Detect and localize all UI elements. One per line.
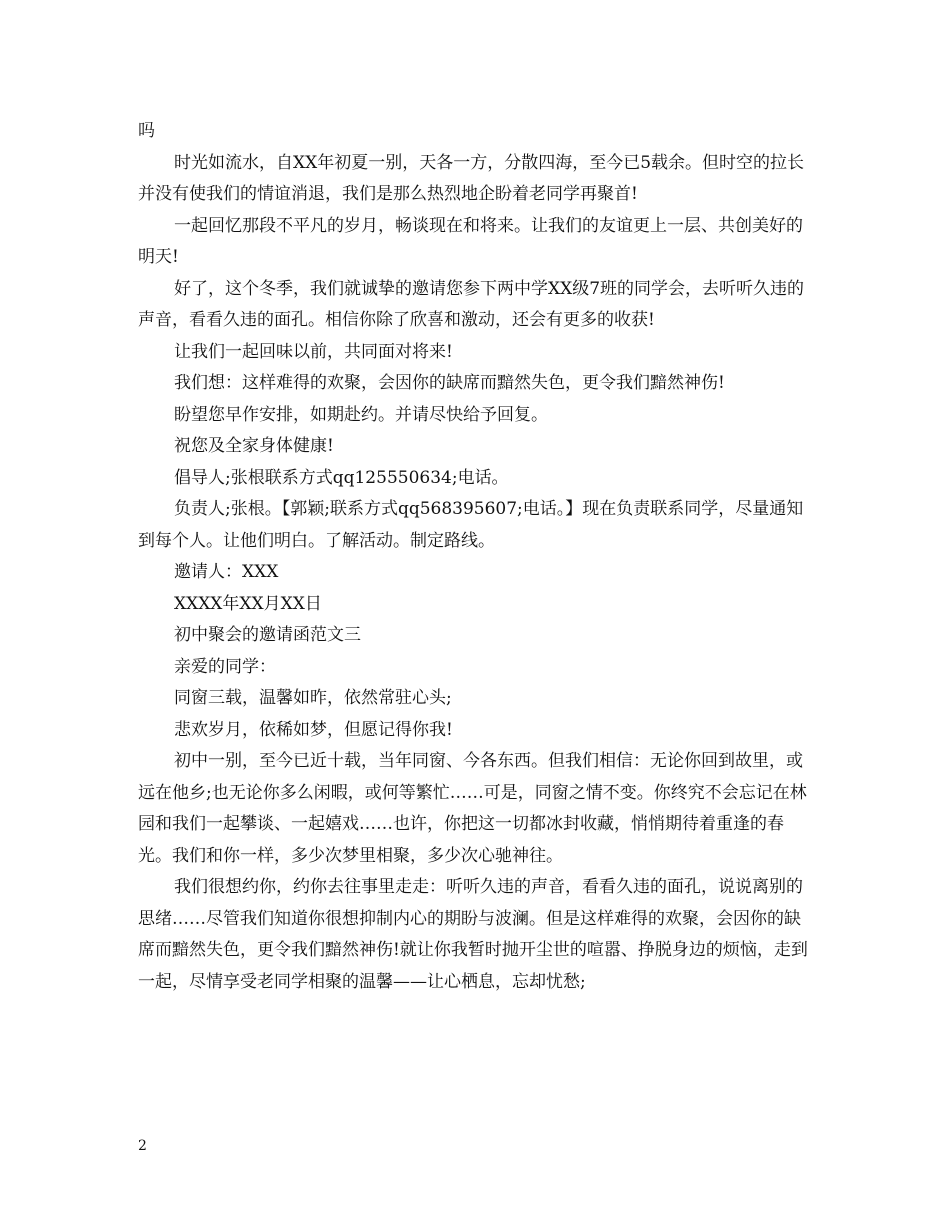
paragraph-11: 邀请人：XXX [174,562,279,582]
paragraph-12: XXXX年XX月XX日 [174,593,322,614]
paragraph-9: 倡导人;张根联系方式qq125550634;电话。 [174,467,509,488]
paragraph-13: 初中聚会的邀请函范文三 [174,625,361,645]
paragraph-1: 吗 [138,121,155,141]
paragraph-16: 悲欢岁月，依稀如梦，但愿记得你我! [174,719,453,740]
page-number: 2 [138,1138,147,1154]
paragraph-5: 让我们一起回味以前，共同面对将来! [174,341,453,362]
paragraph-14: 亲爱的同学： [174,656,276,677]
paragraph-15: 同窗三载，温馨如昨，依然常驻心头; [174,688,452,708]
paragraph-8: 祝您及全家身体健康! [174,436,334,456]
document-body [138,116,813,998]
paragraph-3: 一起回忆那段不平凡的岁月，畅谈现在和将来。让我们的友谊更上一层、共创美好的明天! [138,215,803,267]
paragraph-4: 好了，这个冬季，我们就诚挚的邀请您参下两中学XX级7班的同学会，去听听久违的声音，看看久违的面孔。相信你除了欣喜和激动，还会有更多的收获! [138,278,805,330]
paragraph-18: 我们很想约你，约你去往事里走走：听听久违的声音，看看久违的面孔，说说离别的思绪……尽管我们知道你很想抑制内心的期盼与波澜。但是这样难得的欢聚，会因你的缺席而黯然失色，更令我们黯然神伤!就让你我暂时抛开尘世的喧嚣、挣脱身边的烦恼，走到一起，尽情享受老同学相聚的温馨——让心栖息，忘却忧愁; [138,877,808,992]
paragraph-7: 盼望您早作安排，如期赴约。并请尽快给予回复。 [174,404,548,425]
paragraph-17: 初中一别，至今已近十载，当年同窗、今各东西。但我们相信：无论你回到故里，或远在他乡;也无论你多么闲暇，或何等繁忙……可是，同窗之情不变。你终究不会忘记在林园和我们一起攀谈、一起嬉戏……也许，你把这一切都冰封收藏，悄悄期待着重逢的春光。我们和你一样，多少次梦里相聚，多少次心驰神往。 [138,751,807,866]
paragraph-10: 负责人;张根。【郭颖;联系方式qq568395607;电话。】现在负责联系同学，尽量通知到每个人。让他们明白。了解活动。制定路线。 [138,499,804,551]
paragraph-6: 我们想：这样难得的欢聚，会因你的缺席而黯然失色，更令我们黯然神伤! [174,373,725,393]
paragraph-2: 时光如流水，自XX年初夏一别，天各一方，分散四海，至今已5载余。但时空的拉长并没有使我们的情谊消退，我们是那么热烈地企盼着老同学再聚首! [138,152,805,204]
